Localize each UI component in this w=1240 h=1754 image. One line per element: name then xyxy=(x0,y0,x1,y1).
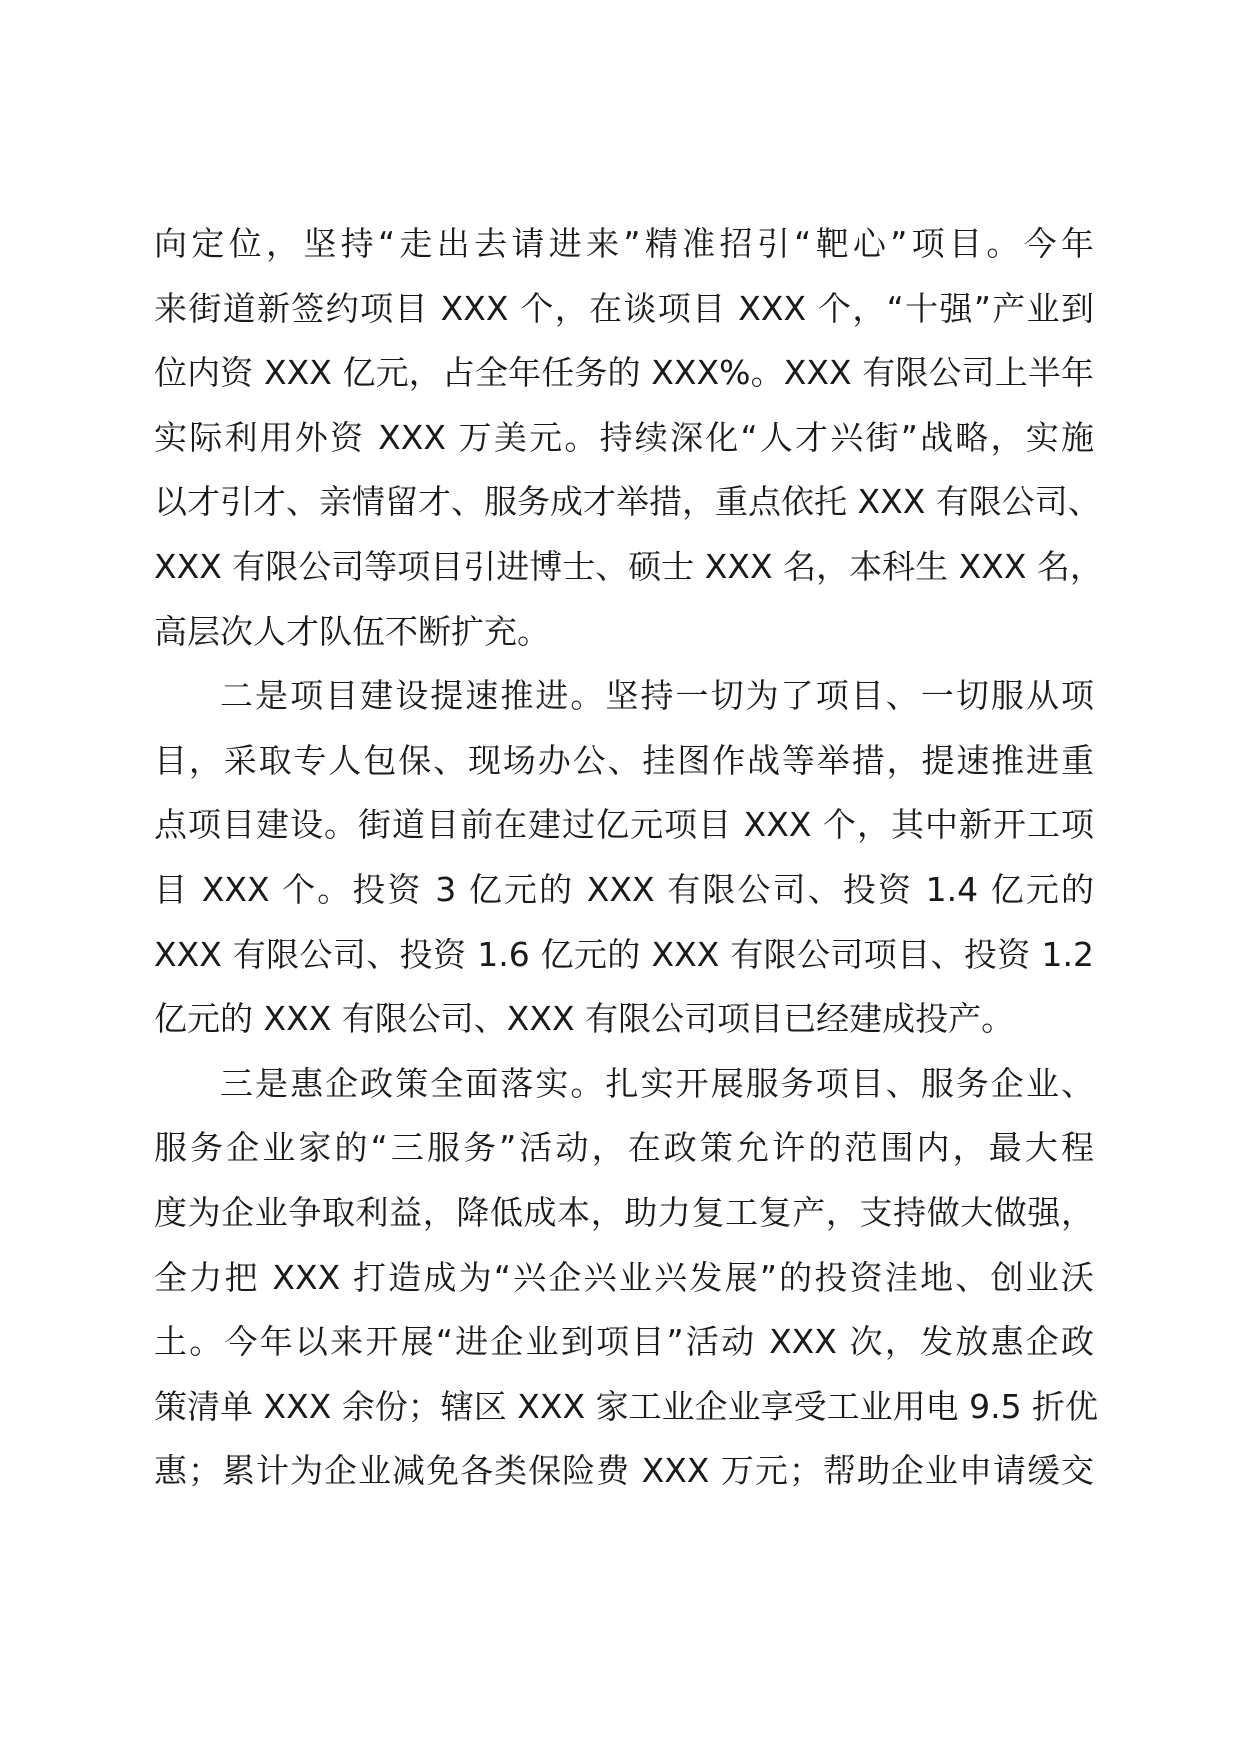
text-line: 目，采取专人包保、现场办公、挂图作战等举措，提速推进重 xyxy=(154,740,1094,780)
text-line: 亿元的 XXX 有限公司、XXX 有限公司项目已经建成投产。 xyxy=(154,999,1015,1039)
body-text xyxy=(154,212,1103,1504)
text-line: 度为企业争取利益，降低成本，助力复工复产，支持做大做强， xyxy=(154,1192,1094,1232)
text-line: 策清单 XXX 余份；辖区 XXX 家工业企业享受工业用电 9.5 折优 xyxy=(154,1386,1099,1426)
text-line: 以才引才、亲情留才、服务成才举措，重点依托 XXX 有限公司、 xyxy=(154,482,1101,522)
paragraph-first-line: 二是项目建设提速推进。坚持一切为了项目、一切服从项 xyxy=(220,676,1094,716)
text-line: 土。今年以来开展“进企业到项目”活动 XXX 次，发放惠企政 xyxy=(154,1322,1094,1362)
text-line: 全力把 XXX 打造成为“兴企兴业兴发展”的投资洼地、创业沃 xyxy=(154,1257,1094,1297)
text-line: 来街道新签约项目 XXX 个，在谈项目 XXX 个，“十强”产业到 xyxy=(154,288,1094,328)
text-line: 服务企业家的“三服务”活动，在政策允许的范围内，最大程 xyxy=(154,1128,1094,1168)
text-line: 惠；累计为企业减免各类保险费 XXX 万元；帮助企业申请缓交 xyxy=(154,1451,1094,1491)
text-line: 向定位，坚持“走出去请进来”精准招引“靶心”项目。今年 xyxy=(154,224,1094,263)
text-line: 实际利用外资 XXX 万美元。持续深化“人才兴街”战略，实施 xyxy=(154,417,1094,457)
text-line: 高层次人才队伍不断扩充。 xyxy=(154,611,550,651)
text-line: XXX 有限公司、投资 1.6 亿元的 XXX 有限公司项目、投资 1.2 xyxy=(154,934,1094,974)
text-line: 目 XXX 个。投资 3 亿元的 XXX 有限公司、投资 1.4 亿元的 xyxy=(154,869,1094,909)
text-line: 点项目建设。街道目前在建过亿元项目 XXX 个，其中新开工项 xyxy=(154,805,1094,845)
text-line: 位内资 XXX 亿元，占全年任务的 XXX%。XXX 有限公司上半年 xyxy=(154,353,1094,393)
text-line: XXX 有限公司等项目引进博士、硕士 XXX 名，本科生 XXX 名， xyxy=(154,546,1103,586)
paragraph-first-line: 三是惠企政策全面落实。扎实开展服务项目、服务企业、 xyxy=(220,1063,1094,1103)
